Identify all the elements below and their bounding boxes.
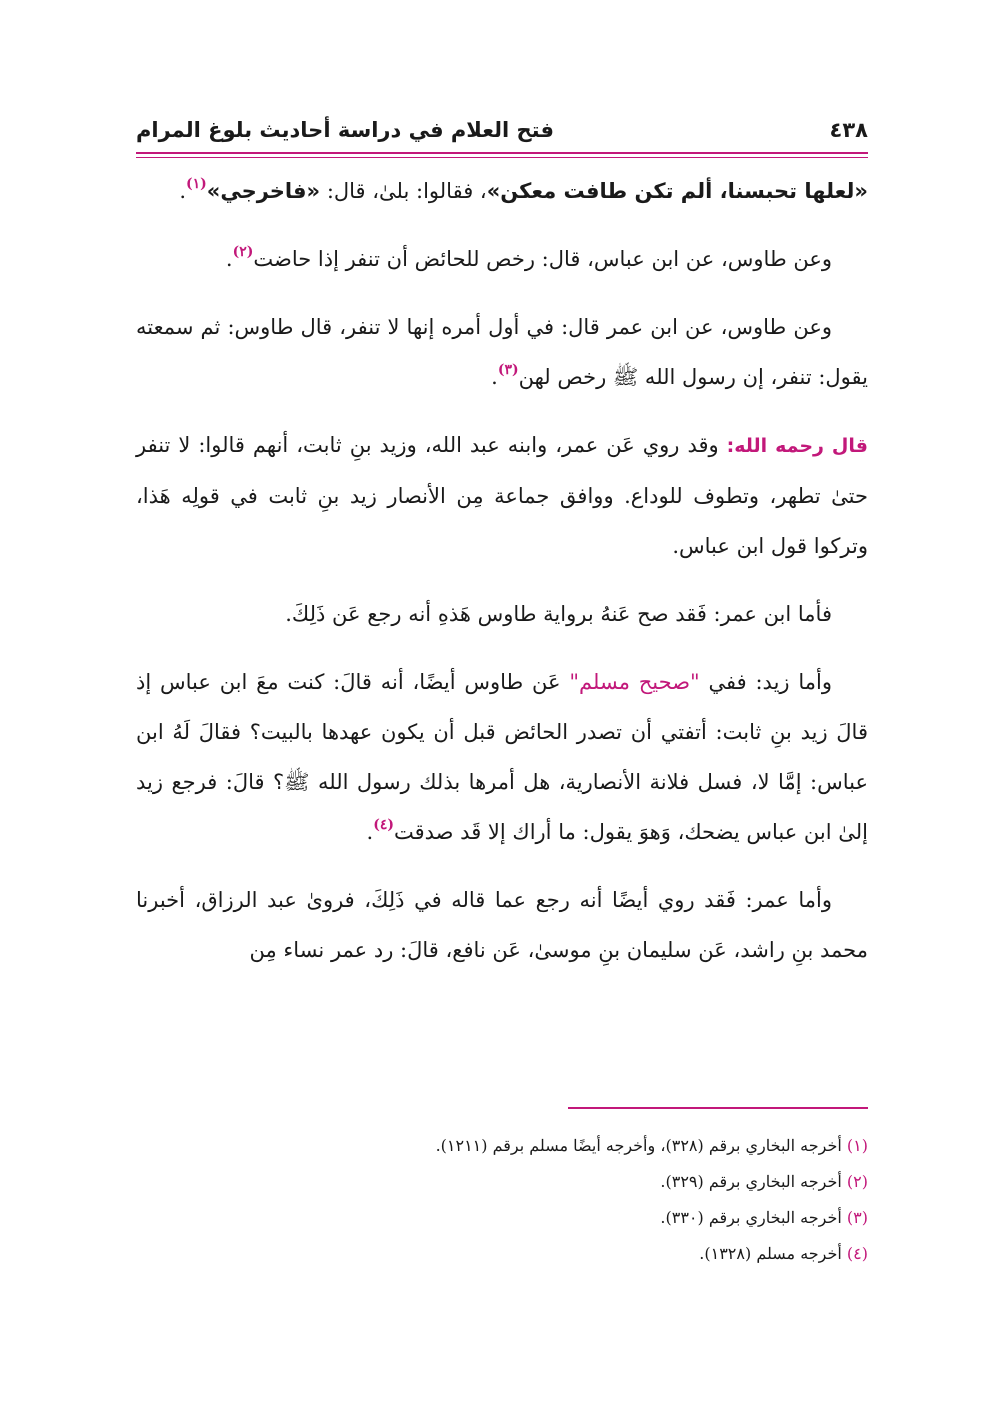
footnote-ref-4[interactable]: (٤) bbox=[373, 817, 394, 833]
footnote-number: (٢) bbox=[846, 1172, 868, 1191]
footnote-text: أخرجه البخاري برقم (٣٢٩). bbox=[660, 1172, 847, 1191]
author-label: قال رحمه الله: bbox=[726, 435, 868, 457]
paragraph-3-text: وعن طاوس، عن ابن عمر قال: في أول أمره إنها لا تنفر، قال طاوس: ثم سمعته يقول: تنفر، إن رسول الله ﷺ رخص لهن bbox=[136, 315, 868, 389]
paragraph-2 bbox=[136, 234, 868, 284]
footnote-text: أخرجه البخاري برقم (٣٢٨)، وأخرجه أيضًا مسلم برقم (١٢١١). bbox=[435, 1136, 847, 1155]
hadith-quote-2: «فاخرجي» bbox=[206, 179, 321, 203]
paragraph-6 bbox=[136, 657, 868, 857]
paragraph-2-text: وعن طاوس، عن ابن عباس، قال: رخص للحائض أن تنفر إذا حاضت bbox=[253, 247, 832, 271]
paragraph-7-text: وأما عمر: فَقد روي أيضًا أنه رجع عما قاله في ذَلِكَ، فروىٰ عبد الرزاق، أخبرنا محمد بنِ راشد، عَن سليمان بنِ موسىٰ، عَن نافع، قالَ: رد عمر نساء مِن bbox=[136, 888, 868, 962]
paragraph-1 bbox=[136, 166, 868, 216]
footnote-number: (٣) bbox=[846, 1208, 868, 1227]
footnote-text: أخرجه مسلم (١٣٢٨). bbox=[699, 1244, 847, 1263]
main-text bbox=[136, 166, 868, 993]
footnote-number: (٤) bbox=[846, 1244, 868, 1263]
paragraph-7 bbox=[136, 875, 868, 975]
period: . bbox=[179, 179, 186, 203]
footnote-ref-2[interactable]: (٢) bbox=[232, 244, 254, 260]
footnotes bbox=[136, 1128, 868, 1272]
period: . bbox=[225, 247, 233, 271]
paragraph-5 bbox=[136, 589, 868, 639]
period: . bbox=[491, 365, 498, 389]
paragraph-3 bbox=[136, 302, 868, 402]
footnote-number: (١) bbox=[846, 1136, 868, 1155]
footnote-ref-1[interactable]: (١) bbox=[186, 176, 207, 192]
footnote-3 bbox=[136, 1200, 868, 1236]
footnote-2 bbox=[136, 1164, 868, 1200]
footnote-ref-3[interactable]: (٣) bbox=[497, 362, 519, 378]
footnote-separator bbox=[568, 1107, 868, 1109]
paragraph-4-text: وقد روي عَن عمر، وابنه عبد الله، وزيد بنِ ثابت، أنهم قالوا: لا تنفر حتىٰ تطهر، وتطوف للوداع. ووافق جماعة مِن الأنصار زيد بنِ ثابت في قولِه هَذا، وتركوا قول ابن عباس. bbox=[136, 433, 868, 558]
header-rule-thin bbox=[136, 157, 868, 158]
footnote-1 bbox=[136, 1128, 868, 1164]
paragraph-6-text: عَن طاوس أيضًا، أنه قالَ: كنت معَ ابن عباس إذ قالَ زيد بنِ ثابت: أتفتي أن تصدر الحائض قبل أن يكون عهدها بالبيت؟ فقالَ لَهُ ابن عباس: إمَّا لا، فسل فلانة الأنصارية، هل أمرها بذلك رسول الله ﷺ؟ قالَ: فرجع زيد إلىٰ ابن عباس يضحك، وَهوَ يقول: ما أراك إلا قَد صدقت bbox=[136, 670, 868, 844]
footnote-4 bbox=[136, 1236, 868, 1272]
paragraph-4 bbox=[136, 420, 868, 571]
paragraph-1-mid: ، فقالوا: بلىٰ، قال: bbox=[320, 179, 487, 203]
paragraph-5-text: فأما ابن عمر: فَقد صح عَنهُ برواية طاوس هَذهِ أنه رجع عَن ذَلِكَ. bbox=[285, 602, 832, 626]
source-title: "صحيح مسلم" bbox=[569, 670, 700, 694]
page-header bbox=[136, 112, 868, 152]
period: . bbox=[366, 820, 374, 844]
page-number: ٤٣٨ bbox=[829, 118, 868, 142]
header-rule-thick bbox=[136, 152, 868, 154]
paragraph-6-start: وأما زيد: ففي bbox=[699, 670, 832, 694]
hadith-quote: «لعلها تحبسنا، ألم تكن طافت معكن» bbox=[486, 179, 868, 203]
running-title: فتح العلام في دراسة أحاديث بلوغ المرام bbox=[136, 118, 554, 142]
footnote-text: أخرجه البخاري برقم (٣٣٠). bbox=[660, 1208, 847, 1227]
